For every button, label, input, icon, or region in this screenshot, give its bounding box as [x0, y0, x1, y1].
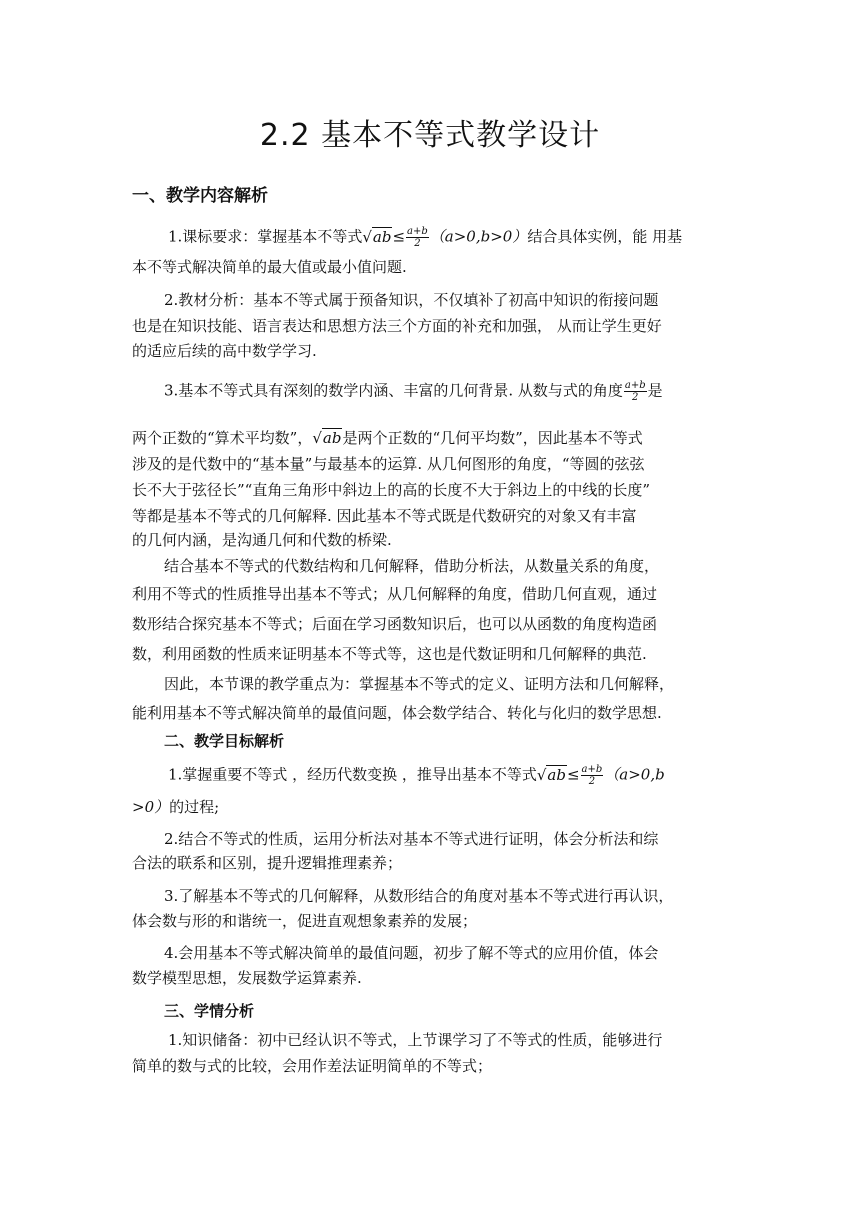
s2-g1-line1: [168, 764, 665, 787]
s1-p2-line3: 的适应后续的高中数学学习.: [132, 342, 317, 360]
condition: （a>0,b: [604, 765, 665, 784]
s1-p3-line2: [132, 428, 643, 448]
document-title: 2.2 基本不等式教学设计: [259, 118, 601, 153]
s2-g3-line2: 体会数与形的和谐统一，促进直观想象素养的发展；: [132, 912, 478, 930]
condition: >0）: [132, 798, 170, 816]
s1-p4-line4: 数，利用函数的性质来证明基本不等式等，这也是代数证明和几何解释的典范.: [132, 645, 647, 663]
text: 3.基本不等式具有深刻的数学内涵、丰富的几何背景. 从数与式的角度: [164, 381, 623, 400]
s1-p5-line2: 能利用基本不等式解决简单的最值问题，体会数学结合、转化与化归的数学思想.: [132, 704, 662, 722]
fraction-a-plus-b-over-2: $\frac{a+b}{2}$: [624, 380, 646, 403]
fraction-a-plus-b-over-2: $\frac{a+b}{2}$: [581, 764, 603, 787]
section3-heading: 三、学情分析: [164, 1002, 255, 1020]
s1-p4-line2: 利用不等式的性质推导出基本不等式；从几何解释的角度，借助几何直观，通过: [132, 585, 658, 603]
s2-g4-line1: 4.会用基本不等式解决简单的最值问题，初步了解不等式的应用价值，体会: [164, 944, 659, 962]
sqrt-ab: √ab: [312, 429, 342, 447]
s2-g4-line2: 数学模型思想，发展数学运算素养.: [132, 969, 362, 987]
text: 1.掌握重要不等式 ，经历代数变换 ，推导出基本不等式: [168, 765, 537, 784]
s2-g2-line2: 合法的联系和区别，提升逻辑推理素养；: [132, 854, 403, 872]
leq-sign: ≤: [566, 765, 580, 784]
s3-s1-line2: 简单的数与式的比较，会用作差法证明简单的不等式；: [132, 1057, 493, 1075]
s2-g3-line1: 3.了解基本不等式的几何解释，从数形结合的角度对基本不等式进行再认识，: [164, 887, 674, 905]
s3-s1-line1: 1.知识储备：初中已经认识不等式，上节课学习了不等式的性质，能够进行: [168, 1031, 663, 1049]
section2-heading: 二、教学目标解析: [164, 732, 285, 750]
s1-p3-line6: 的几何内涵，是沟通几何和代数的桥梁.: [132, 531, 392, 549]
text: 的过程;: [169, 798, 220, 816]
s1-p3-line4: 长不大于弦径长”“直角三角形中斜边上的高的长度不大于斜边上的中线的长度”: [132, 481, 651, 499]
fraction-a-plus-b-over-2: $\frac{a+b}{2}$: [407, 226, 428, 249]
s1-p4-line1: 结合基本不等式的代数结构和几何解释，借助分析法，从数量关系的角度，: [164, 557, 660, 575]
text: 是两个正数的“几何平均数”，因此基本不等式: [342, 429, 643, 447]
text: 两个正数的“算术平均数”，: [132, 429, 313, 447]
s1-p3-line5: 等都是基本不等式的几何解释. 因此基本不等式既是代数研究的对象又有丰富: [132, 507, 637, 525]
text: 1.课标要求：掌握基本不等式: [168, 227, 363, 246]
s1-p5-line1: 因此，本节课的教学重点为：掌握基本不等式的定义、证明方法和几何解释，: [164, 675, 675, 693]
s1-p2-line2: 也是在知识技能、语言表达和思想方法三个方面的补充和加强， 从而让学生更好: [132, 317, 662, 335]
s2-g1-line2: [132, 797, 219, 817]
s2-g2-line1: 2.结合不等式的性质，运用分析法对基本不等式进行证明，体会分析法和综: [164, 830, 659, 848]
s1-p3-line1: [164, 380, 663, 403]
s1-p1-line2: 本不等式解决简单的最大值或最小值问题.: [132, 258, 407, 276]
sqrt-ab: √ab: [536, 765, 566, 784]
sqrt-ab: √ab: [362, 227, 392, 246]
condition: （a>0,b>0）: [429, 227, 528, 246]
s1-p2-line1: 2.教材分析：基本不等式属于预备知识，不仅填补了初高中知识的衔接问题: [164, 291, 659, 309]
s1-p3-line3: 涉及的是代数中的“基本量”与最基本的运算. 从几何图形的角度，“等圆的弦弦: [132, 455, 645, 473]
leq-sign: ≤: [392, 227, 406, 246]
text: 是: [647, 381, 663, 400]
section1-heading: 一、教学内容解析: [132, 186, 268, 206]
s1-p1-line1: [168, 226, 682, 249]
text: 结合具体实例，能 用基: [527, 227, 683, 246]
s1-p4-line3: 数形结合探究基本不等式；后面在学习函数知识后，也可以从函数的角度构造函: [132, 615, 658, 633]
